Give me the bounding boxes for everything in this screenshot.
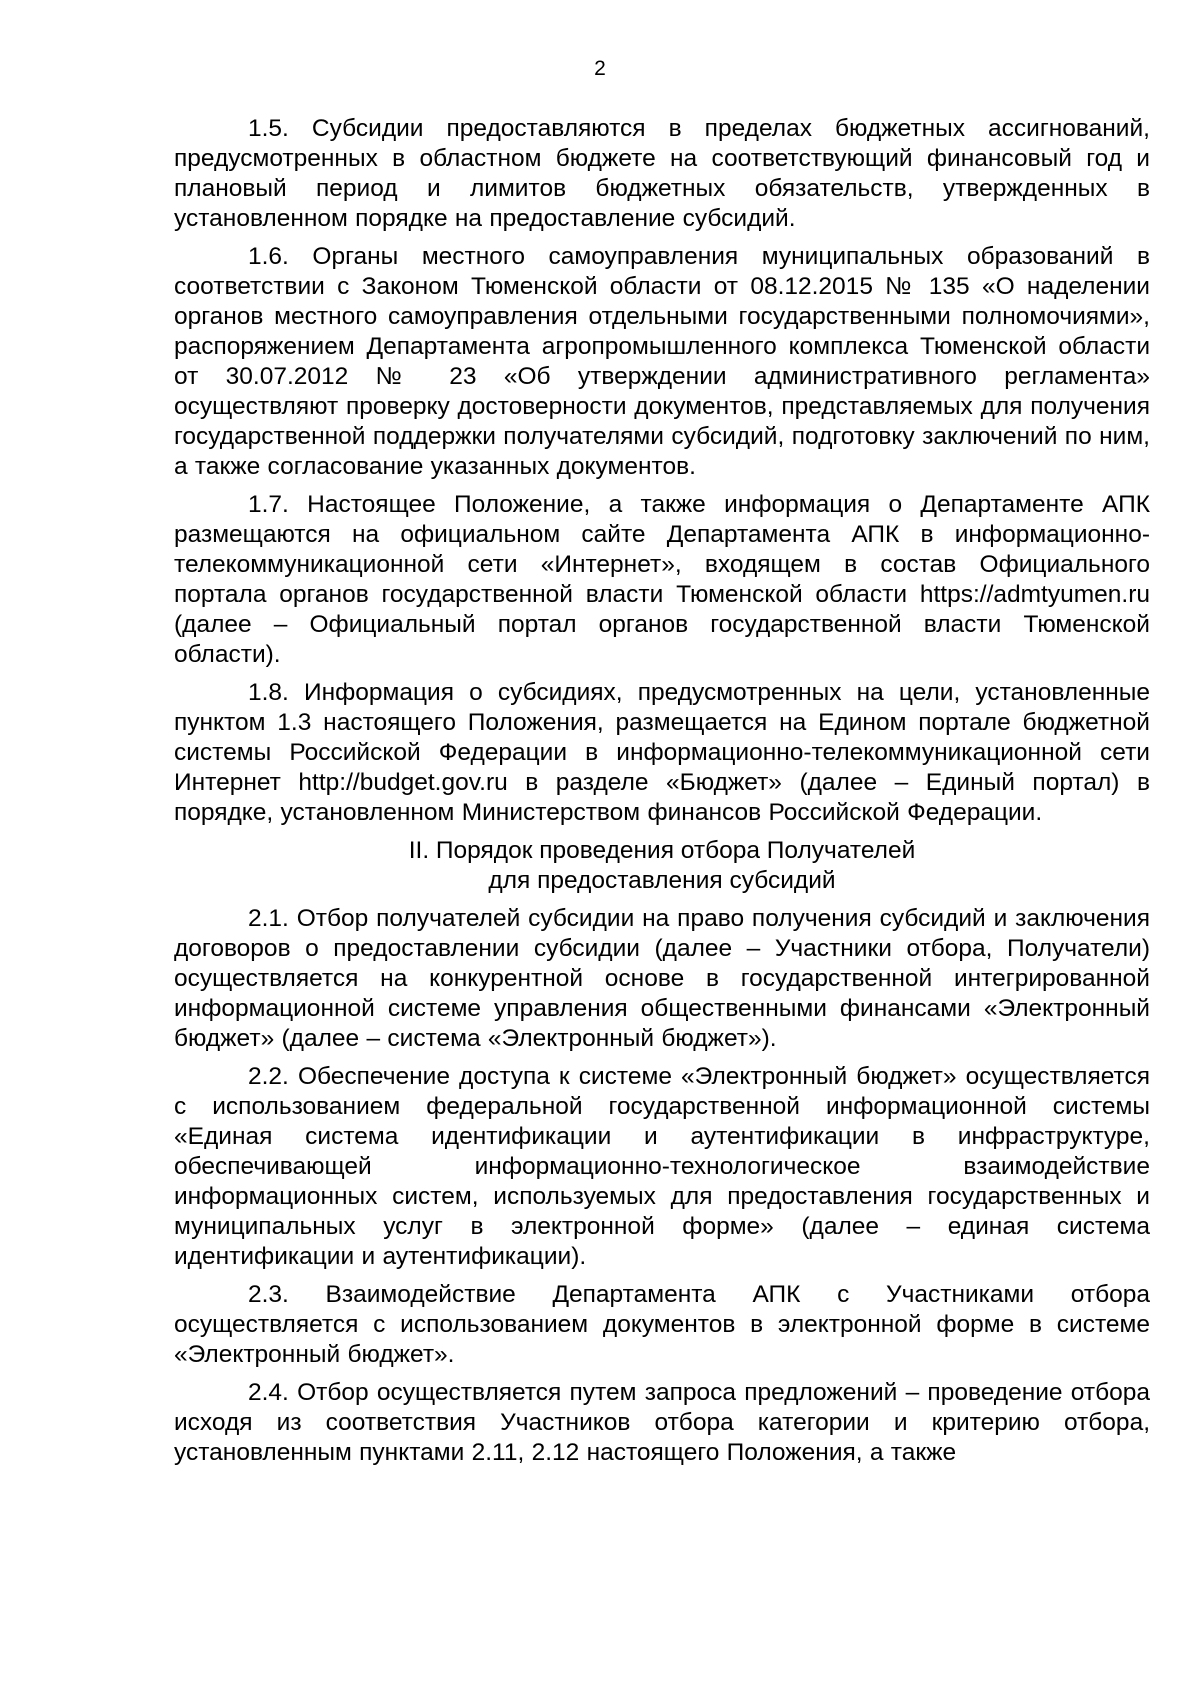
paragraph-2-2: 2.2. Обеспечение доступа к системе «Электронный бюджет» осуществляется с использованием федеральной государственной информационной системы «Единая система идентификации и аутентификации в инфраструктуре, обеспечивающей информационно-технологическое взаимодействие информационных систем, используемых для предоставления государственных и муниципальных услуг в электронной форме» (далее – единая система идентификации и аутентификации). (174, 1063, 1150, 1270)
section-2-heading-line-1: II. Порядок проведения отбора Получателей (408, 837, 916, 864)
paragraph-1-8: 1.8. Информация о субсидиях, предусмотренных на цели, установленные пунктом 1.3 настоящего Положения, размещается на Едином портале бюджетной системы Российской Федерации в информационно-телекоммуникационной сети Интернет http://budget.gov.ru в разделе «Бюджет» (далее – Единый портал) в порядке, установленном Министерством финансов Российской Федерации. (174, 679, 1150, 826)
paragraph-2-3: 2.3. Взаимодействие Департамента АПК с Участниками отбора осуществляется с использованием документов в электронной форме в системе «Электронный бюджет». (174, 1281, 1150, 1368)
paragraph-1-7: 1.7. Настоящее Положение, а также информация о Департаменте АПК размещаются на официальном сайте Департамента АПК в информационно-телекоммуникационной сети «Интернет», входящем в состав Официального портала органов государственной власти Тюменской области https://admtyumen.ru (далее – Официальный портал органов государственной власти Тюменской области). (174, 491, 1150, 668)
section-2-heading-line-2: для предоставления субсидий (488, 867, 836, 894)
page-number: 2 (594, 57, 606, 80)
document-body (174, 114, 1150, 1476)
paragraph-2-4: 2.4. Отбор осуществляется путем запроса предложений – проведение отбора исходя из соответствия Участников отбора категории и критерию отбора, установленным пунктами 2.11, 2.12 настоящего Положения, а также (174, 1379, 1150, 1466)
paragraph-1-6: 1.6. Органы местного самоуправления муниципальных образований в соответствии с Законом Тюменской области от 08.12.2015 № 135 «О наделении органов местного самоуправления отдельными государственными полномочиями», распоряжением Департамента агропромышленного комплекса Тюменской области от 30.07.2012 № 23 «Об утверждении административного регламента» осуществляют проверку достоверности документов, представляемых для получения государственной поддержки получателями субсидий, подготовку заключений по ним, а также согласование указанных документов. (174, 243, 1150, 480)
section-2-heading (174, 836, 1150, 896)
paragraph-1-5: 1.5. Субсидии предоставляются в пределах бюджетных ассигнований, предусмотренных в областном бюджете на соответствующий финансовый год и плановый период и лимитов бюджетных обязательств, утвержденных в установленном порядке на предоставление субсидий. (174, 115, 1150, 232)
paragraph-2-1: 2.1. Отбор получателей субсидии на право получения субсидий и заключения договоров о предоставлении субсидии (далее – Участники отбора, Получатели) осуществляется на конкурентной основе в государственной интегрированной информационной системе управления общественными финансами «Электронный бюджет» (далее – система «Электронный бюджет»). (174, 905, 1150, 1052)
